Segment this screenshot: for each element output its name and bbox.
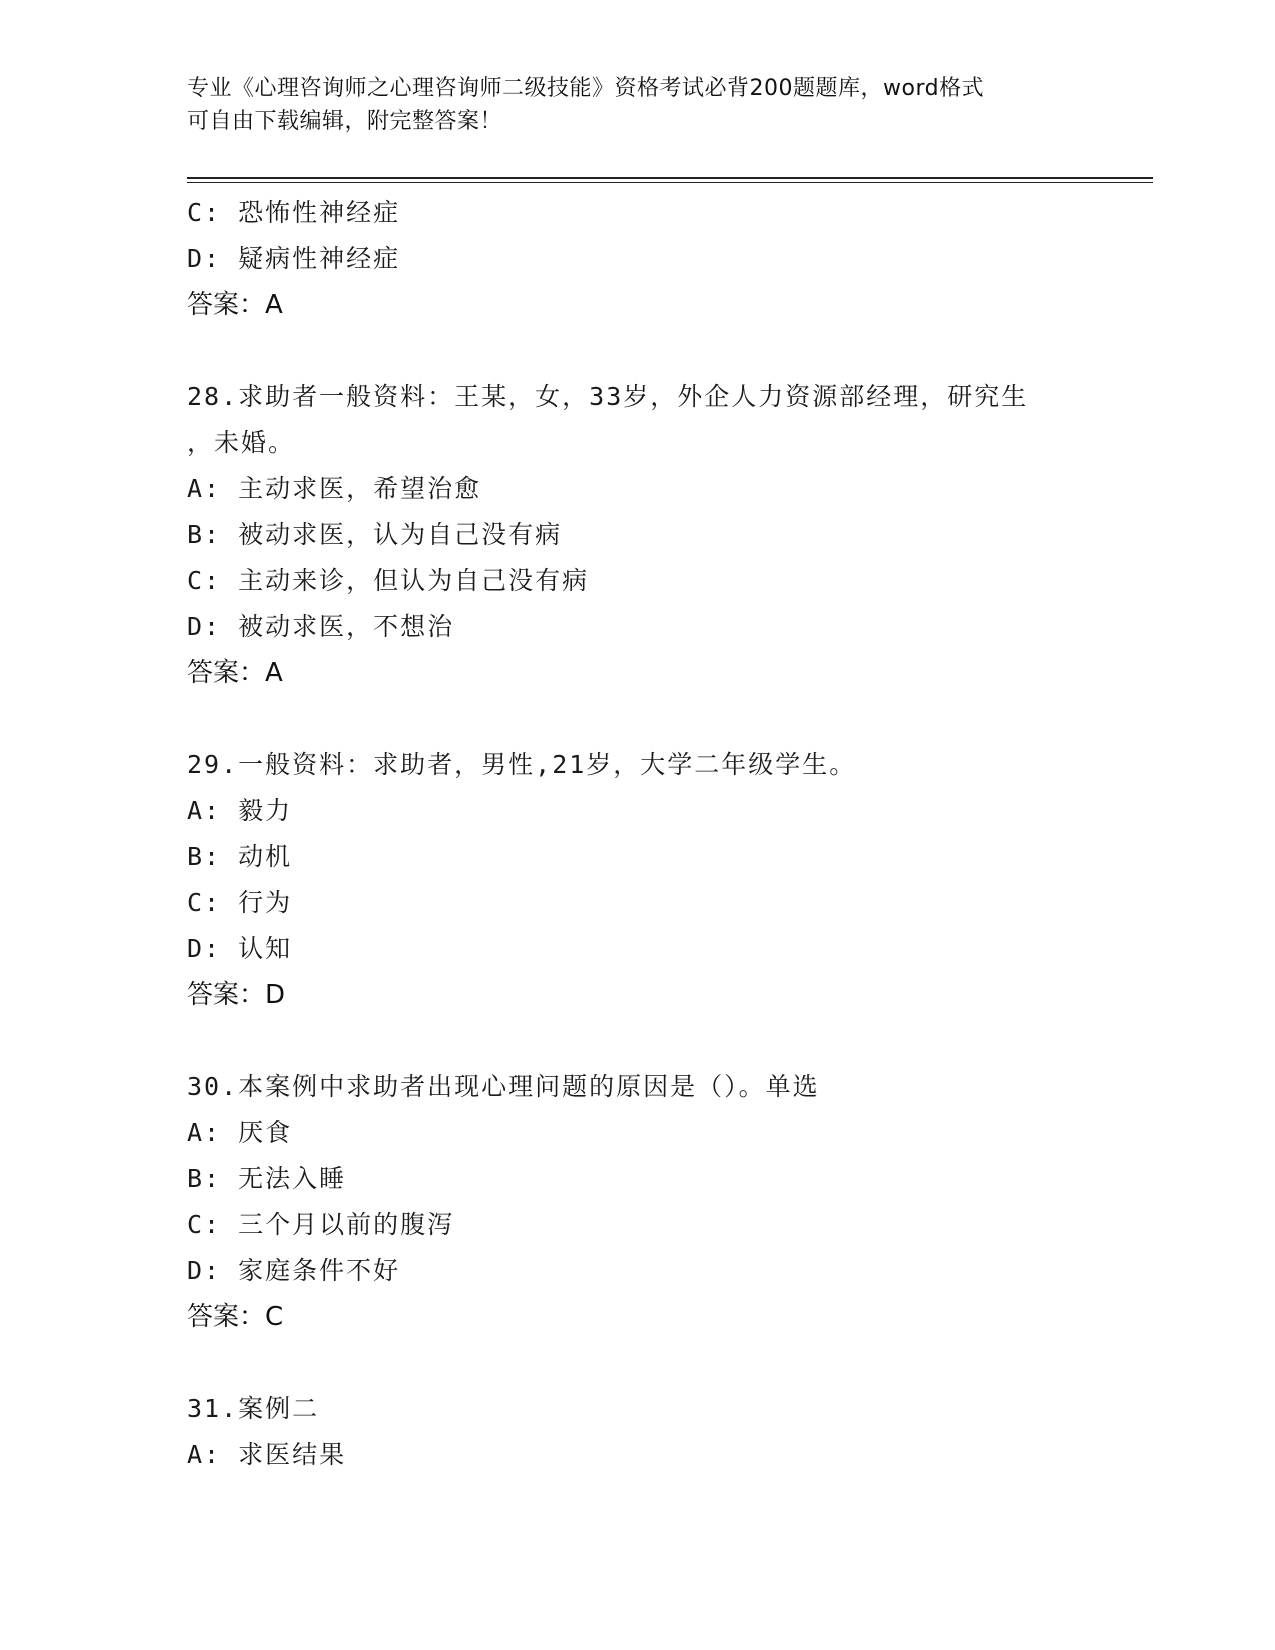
option-c: C: 三个月以前的腹泻 <box>187 1210 455 1239</box>
option-d: D: 认知 <box>187 934 293 963</box>
question-block-30 <box>187 1064 1127 1340</box>
header-title-line-1: 专业《心理咨询师之心理咨询师二级技能》资格考试必背200题题库，word格式 <box>187 76 985 101</box>
question-block-27 <box>187 190 1127 328</box>
answer-label: 答案：C <box>187 1302 284 1332</box>
block-spacer <box>187 328 1127 374</box>
header-rule-thick <box>187 177 1153 179</box>
document-header <box>187 72 1067 138</box>
question-text: 31.案例二 <box>187 1394 320 1423</box>
option-b: B: 动机 <box>187 842 293 871</box>
option-d: D: 疑病性神经症 <box>187 244 401 273</box>
question-block-29 <box>187 742 1127 1018</box>
option-b: B: 无法入睡 <box>187 1164 347 1193</box>
option-a: A: 求医结果 <box>187 1440 347 1469</box>
question-text-continued: ，未婚。 <box>187 428 296 457</box>
answer-label: 答案：A <box>187 658 283 688</box>
option-c: C: 行为 <box>187 888 293 917</box>
option-c: C: 恐怖性神经症 <box>187 198 401 227</box>
option-b: B: 被动求医，认为自己没有病 <box>187 520 563 549</box>
question-text: 29.一般资料：求助者，男性,21岁，大学二年级学生。 <box>187 750 857 779</box>
answer-label: 答案：A <box>187 290 283 320</box>
question-block-28 <box>187 374 1127 696</box>
option-a: A: 主动求医，希望治愈 <box>187 474 482 503</box>
header-rule-thin <box>187 182 1153 183</box>
answer-label: 答案：D <box>187 980 286 1010</box>
block-spacer <box>187 1340 1127 1386</box>
option-d: D: 家庭条件不好 <box>187 1256 401 1285</box>
option-a: A: 毅力 <box>187 796 293 825</box>
option-c: C: 主动来诊，但认为自己没有病 <box>187 566 590 595</box>
block-spacer <box>187 1018 1127 1064</box>
question-block-31 <box>187 1386 1127 1478</box>
question-text: 30.本案例中求助者出现心理问题的原因是（）。单选 <box>187 1072 820 1101</box>
block-spacer <box>187 696 1127 742</box>
question-list <box>187 190 1127 1478</box>
header-title-line-2: 可自由下载编辑，附完整答案！ <box>187 109 503 134</box>
option-a: A: 厌食 <box>187 1118 293 1147</box>
question-text: 28.求助者一般资料：王某，女，33岁，外企人力资源部经理，研究生 <box>187 382 1029 411</box>
option-d: D: 被动求医，不想治 <box>187 612 455 641</box>
